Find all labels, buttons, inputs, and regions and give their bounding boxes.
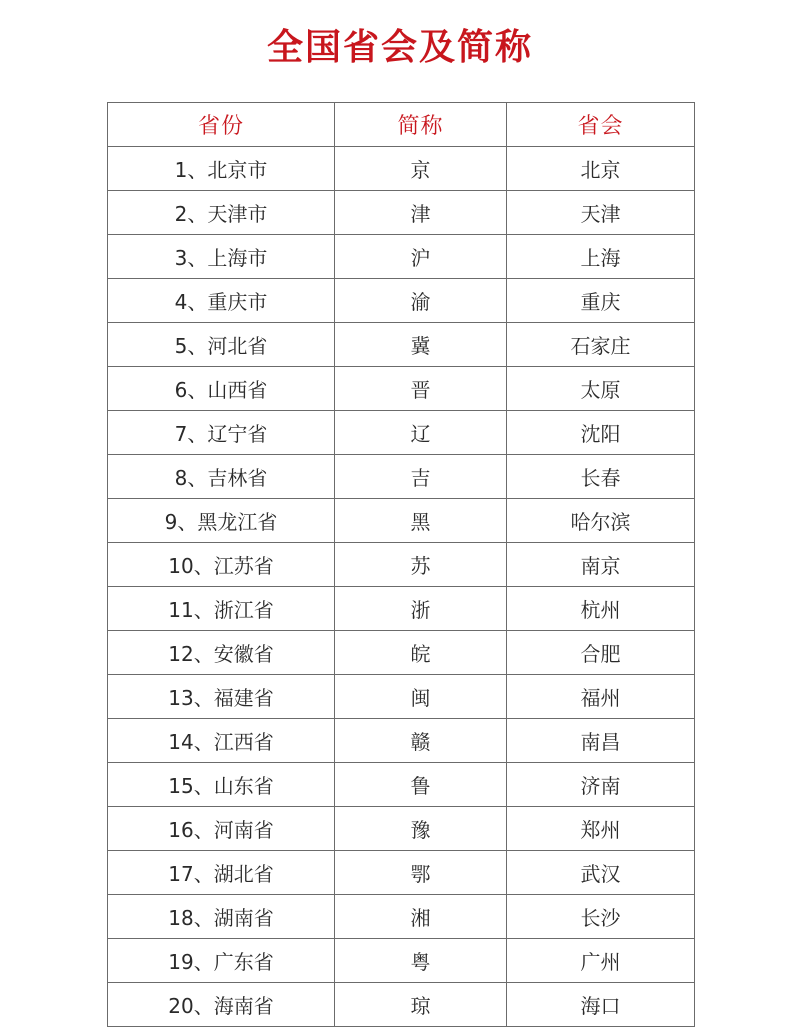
cell-capital: 海口 (507, 983, 695, 1027)
cell-abbreviation: 晋 (335, 367, 507, 411)
cell-abbreviation: 沪 (335, 235, 507, 279)
cell-province: 3、上海市 (108, 235, 335, 279)
cell-abbreviation: 吉 (335, 455, 507, 499)
cell-province: 17、湖北省 (108, 851, 335, 895)
header-capital: 省会 (507, 103, 695, 147)
cell-abbreviation: 浙 (335, 587, 507, 631)
cell-province: 19、广东省 (108, 939, 335, 983)
province-table (107, 102, 695, 1027)
cell-capital: 长春 (507, 455, 695, 499)
cell-abbreviation: 渝 (335, 279, 507, 323)
cell-abbreviation: 黑 (335, 499, 507, 543)
cell-province: 7、辽宁省 (108, 411, 335, 455)
table-header-row (108, 103, 695, 147)
cell-capital: 济南 (507, 763, 695, 807)
cell-province: 20、海南省 (108, 983, 335, 1027)
header-abbreviation: 简称 (335, 103, 507, 147)
cell-province: 16、河南省 (108, 807, 335, 851)
table-row (108, 851, 695, 895)
cell-capital: 武汉 (507, 851, 695, 895)
cell-capital: 福州 (507, 675, 695, 719)
cell-province: 9、黑龙江省 (108, 499, 335, 543)
table-row (108, 763, 695, 807)
cell-province: 2、天津市 (108, 191, 335, 235)
cell-province: 15、山东省 (108, 763, 335, 807)
cell-capital: 合肥 (507, 631, 695, 675)
table-row (108, 279, 695, 323)
table-row (108, 147, 695, 191)
cell-abbreviation: 冀 (335, 323, 507, 367)
cell-province: 10、江苏省 (108, 543, 335, 587)
header-province: 省份 (108, 103, 335, 147)
cell-abbreviation: 皖 (335, 631, 507, 675)
table-row (108, 895, 695, 939)
cell-abbreviation: 京 (335, 147, 507, 191)
cell-abbreviation: 辽 (335, 411, 507, 455)
table-row (108, 719, 695, 763)
table-row (108, 631, 695, 675)
cell-abbreviation: 赣 (335, 719, 507, 763)
cell-capital: 南昌 (507, 719, 695, 763)
cell-abbreviation: 闽 (335, 675, 507, 719)
cell-province: 6、山西省 (108, 367, 335, 411)
cell-abbreviation: 粤 (335, 939, 507, 983)
cell-province: 14、江西省 (108, 719, 335, 763)
cell-capital: 石家庄 (507, 323, 695, 367)
cell-province: 4、重庆市 (108, 279, 335, 323)
table-row (108, 675, 695, 719)
table-row (108, 191, 695, 235)
cell-abbreviation: 琼 (335, 983, 507, 1027)
cell-province: 12、安徽省 (108, 631, 335, 675)
table-row (108, 323, 695, 367)
cell-province: 5、河北省 (108, 323, 335, 367)
table-row (108, 807, 695, 851)
cell-capital: 太原 (507, 367, 695, 411)
cell-capital: 杭州 (507, 587, 695, 631)
cell-abbreviation: 鄂 (335, 851, 507, 895)
table-row (108, 983, 695, 1027)
table-row (108, 499, 695, 543)
cell-province: 18、湖南省 (108, 895, 335, 939)
cell-province: 13、福建省 (108, 675, 335, 719)
cell-capital: 南京 (507, 543, 695, 587)
cell-capital: 重庆 (507, 279, 695, 323)
cell-capital: 长沙 (507, 895, 695, 939)
table-row (108, 455, 695, 499)
cell-abbreviation: 鲁 (335, 763, 507, 807)
cell-capital: 广州 (507, 939, 695, 983)
table-row (108, 543, 695, 587)
table-row (108, 411, 695, 455)
cell-province: 1、北京市 (108, 147, 335, 191)
cell-capital: 沈阳 (507, 411, 695, 455)
cell-capital: 北京 (507, 147, 695, 191)
cell-abbreviation: 苏 (335, 543, 507, 587)
cell-capital: 哈尔滨 (507, 499, 695, 543)
cell-capital: 天津 (507, 191, 695, 235)
table-row (108, 587, 695, 631)
cell-capital: 上海 (507, 235, 695, 279)
cell-abbreviation: 湘 (335, 895, 507, 939)
cell-capital: 郑州 (507, 807, 695, 851)
table-row (108, 367, 695, 411)
cell-province: 8、吉林省 (108, 455, 335, 499)
cell-abbreviation: 津 (335, 191, 507, 235)
cell-abbreviation: 豫 (335, 807, 507, 851)
table-body (108, 147, 695, 1027)
page-title: 全国省会及简称 (266, 27, 533, 68)
table-row (108, 235, 695, 279)
table-row (108, 939, 695, 983)
cell-province: 11、浙江省 (108, 587, 335, 631)
